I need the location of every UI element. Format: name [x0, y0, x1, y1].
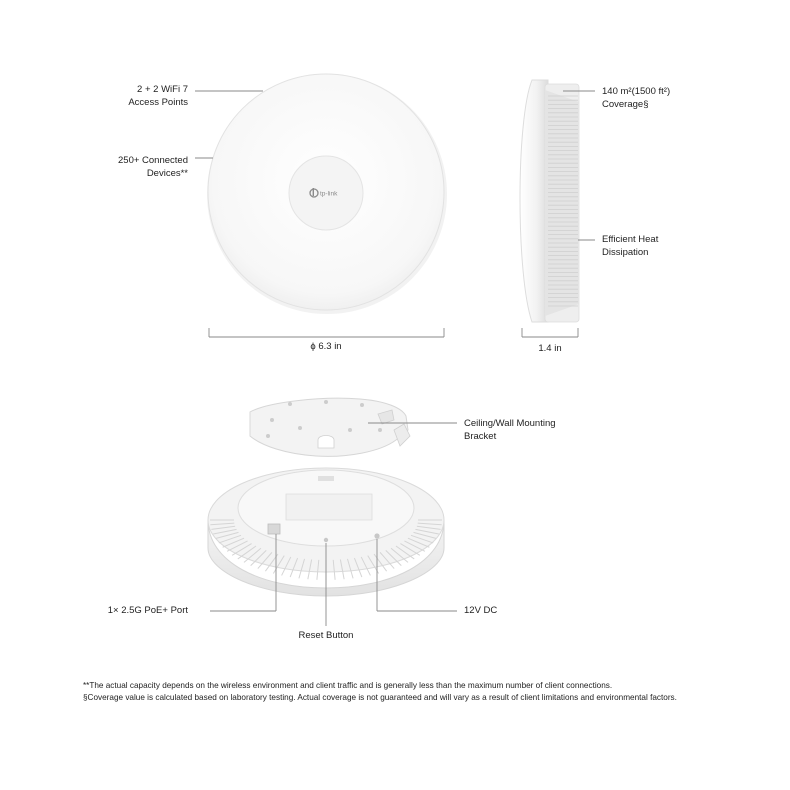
coverage-label [602, 86, 722, 111]
reset-hole [324, 538, 328, 542]
thickness-label: 1.4 in [538, 343, 562, 354]
bracket-label-line2: Bracket [464, 430, 497, 442]
devices-label-line1: 250+ Connected [118, 155, 188, 166]
brand-logo-text: tp-link [320, 190, 338, 198]
heat-label-line2: Dissipation [602, 246, 649, 258]
heat-label-line1: Efficient Heat [602, 234, 659, 245]
poe-port-label: 1× 2.5G PoE+ Port [107, 605, 188, 616]
bracket-label [464, 418, 604, 443]
wifi-label [88, 84, 188, 109]
access-point-side-view [520, 80, 579, 322]
reset-button-label: Reset Button [298, 630, 354, 641]
heat-label [602, 234, 722, 259]
coverage-label-line2: Coverage§ [602, 98, 649, 110]
dc-jack [374, 533, 379, 538]
wifi-label-line1: 2 + 2 WiFi 7 [137, 84, 188, 95]
footnote-capacity: **The actual capacity depends on the wireless environment and client traffic and is generally less than the maximum number of client connections. [83, 681, 613, 690]
mounting-bracket [250, 398, 410, 456]
coverage-label-line1: 140 m²(1500 ft²) [602, 86, 671, 97]
dc-label: 12V DC [464, 605, 498, 616]
heat-sink-fins [545, 90, 579, 316]
access-point-top-view [207, 74, 447, 314]
devices-label [88, 155, 188, 180]
diameter-label: ϕ 6.3 in [310, 341, 342, 352]
poe-port [268, 524, 280, 534]
bracket-label-line1: Ceiling/Wall Mounting [464, 418, 556, 429]
devices-label-line2: Devices** [146, 167, 188, 179]
footnote-coverage: §Coverage value is calculated based on laboratory testing. Actual coverage is not guaranteed and will vary as a result of client limitations and environmental factors. [83, 693, 677, 702]
wifi-label-line2: Access Points [128, 96, 188, 108]
